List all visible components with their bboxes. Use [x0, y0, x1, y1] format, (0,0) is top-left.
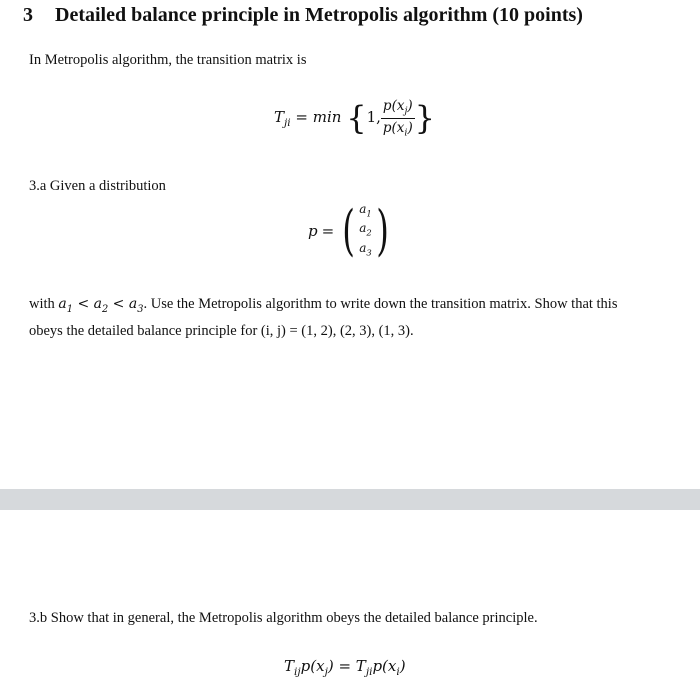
transition-formula: $T_{ji} = \min \{1$, $\frac{p(x_j)}{p(x_i)}$ } [274, 98, 436, 139]
section-heading [23, 4, 583, 27]
part-a-line-2: obeys the detailed balance principle for (i, j) = (1, 2), (2, 3), (1, 3). [29, 323, 414, 339]
distribution-vector: p = ( $a_1$ $a_2$ $a_3$ ) [308, 199, 389, 263]
right-paren: ) [375, 199, 389, 263]
detailed-balance-equation [284, 657, 406, 678]
section-number: 3 [23, 4, 33, 26]
vector-entry: $a_1$ [359, 202, 372, 219]
section-title: Detailed balance principle in Metropolis algorithm (10 points) [55, 4, 583, 26]
ordering-inequality: $a_1 < a_2 < a_3$ [58, 296, 144, 315]
intro-text: In Metropolis algorithm, the transition matrix is [29, 52, 307, 68]
vector-entry: $a_3$ [359, 240, 372, 258]
right-brace: } [414, 99, 436, 138]
part-a-label: 3.a Given a distribution [29, 178, 166, 194]
page-divider [0, 489, 700, 510]
equation-render: $T_{ij}p(x_j) = T_{ji}p(x_i)$ [284, 657, 406, 678]
left-paren: ( [342, 199, 356, 263]
left-brace: { [346, 99, 367, 138]
probability-ratio: $\frac{p(x_j)}{p(x_i)}$ [382, 98, 413, 139]
vector-entries [359, 202, 372, 260]
vector-entry: $a_2$ [359, 221, 372, 238]
part-b-label: 3.b Show that in general, the Metropolis algorithm obeys the detailed balance principle. [29, 610, 538, 626]
part-a-line-1: with $a_1 < a_2 < a_3$. Use the Metropolis algorithm to write down the transition matrix. Show that this [29, 296, 618, 315]
